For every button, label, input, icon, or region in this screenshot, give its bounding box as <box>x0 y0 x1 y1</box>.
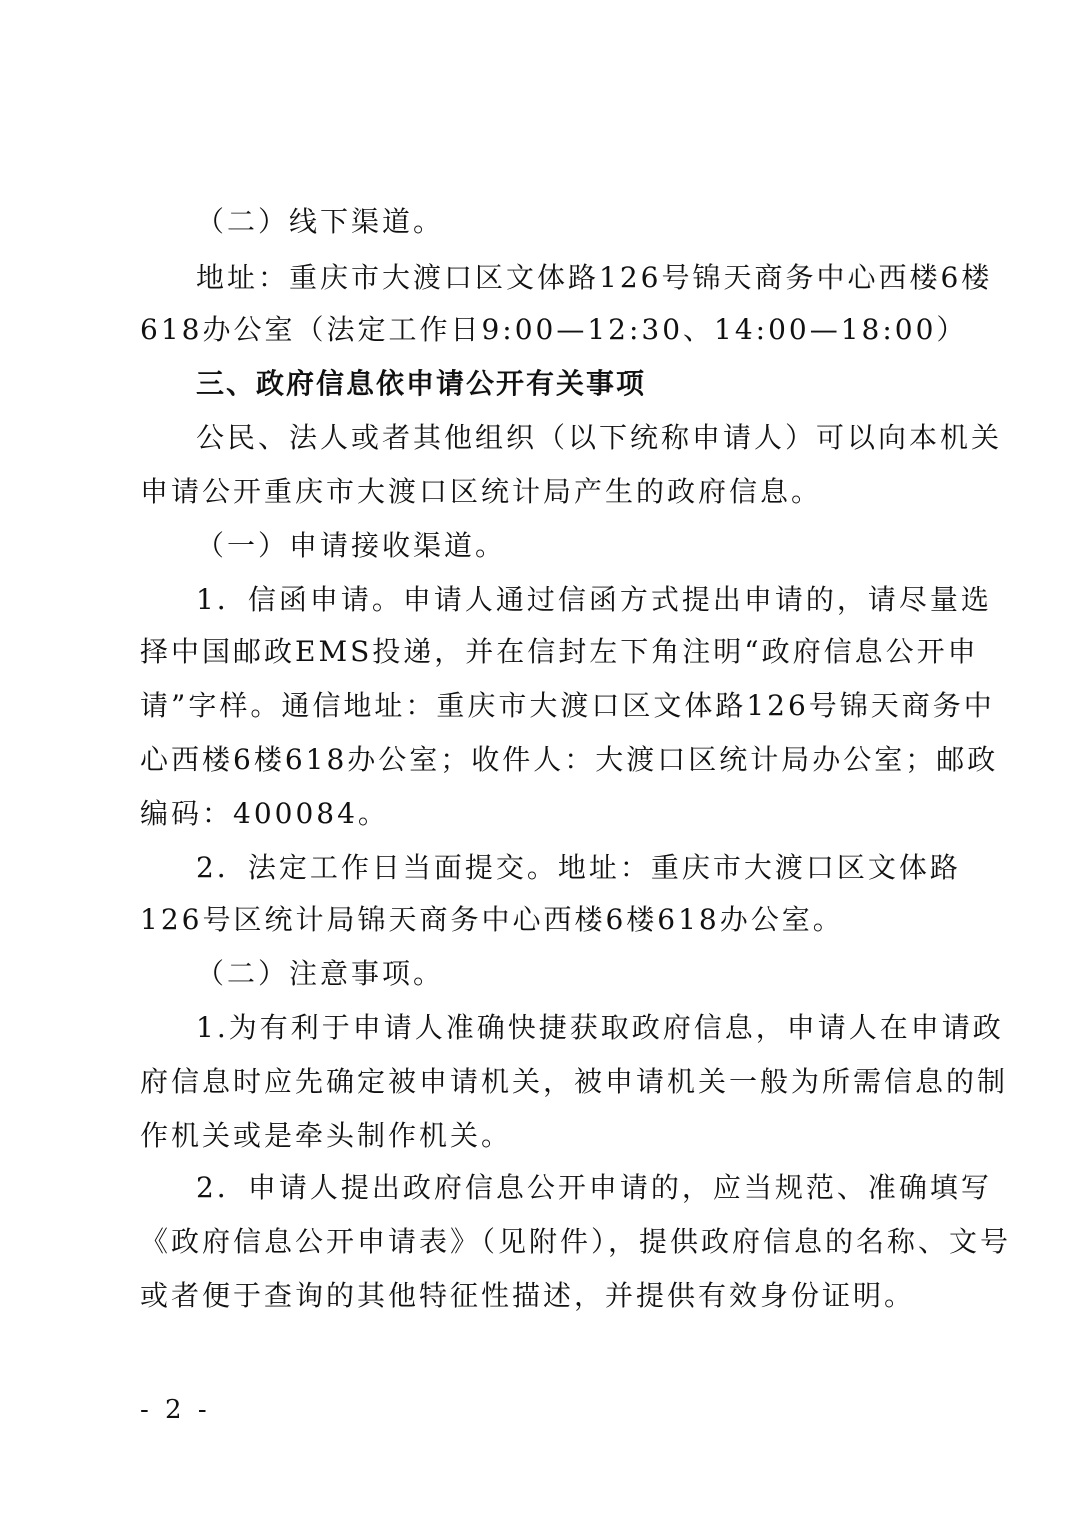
paragraph-line: 请”字样。通信地址：重庆市大渡口区文体路126号锦天商务中 <box>140 689 995 722</box>
subheading-offline-channel: （二）线下渠道。 <box>196 205 445 238</box>
paragraph-line: 作机关或是牵头制作机关。 <box>140 1119 513 1152</box>
section-heading: 三、政府信息依申请公开有关事项 <box>196 367 647 400</box>
page-number: - 2 - <box>140 1395 211 1425</box>
paragraph-line: 126号区统计局锦天商务中心西楼6楼618办公室。 <box>140 903 844 936</box>
paragraph-line: 申请公开重庆市大渡口区统计局产生的政府信息。 <box>140 475 823 508</box>
paragraph-line: 地址：重庆市大渡口区文体路126号锦天商务中心西楼6楼 <box>196 261 993 294</box>
paragraph-line: 编码：400084。 <box>140 797 389 830</box>
paragraph-line: 或者便于查询的其他特征性描述，并提供有效身份证明。 <box>140 1279 916 1312</box>
paragraph-line: 2．申请人提出政府信息公开申请的，应当规范、准确填写 <box>196 1171 992 1204</box>
paragraph-line: 府信息时应先确定被申请机关，被申请机关一般为所需信息的制 <box>140 1065 1009 1098</box>
subheading-receive-channel: （一）申请接收渠道。 <box>196 529 507 562</box>
paragraph-line: 1.为有利于申请人准确快捷获取政府信息，申请人在申请政 <box>196 1011 1004 1044</box>
paragraph-line: 2．法定工作日当面提交。地址：重庆市大渡口区文体路 <box>196 851 961 884</box>
paragraph-line: 618办公室（法定工作日9:00—12:30、14:00—18:00） <box>140 313 968 346</box>
paragraph-line: 公民、法人或者其他组织（以下统称申请人）可以向本机关 <box>196 421 1003 454</box>
subheading-notes: （二）注意事项。 <box>196 957 445 990</box>
paragraph-line: 1．信函申请。申请人通过信函方式提出申请的，请尽量选 <box>196 583 992 616</box>
paragraph-line: 《政府信息公开申请表》（见附件），提供政府信息的名称、文号 <box>140 1225 1012 1258</box>
paragraph-line: 心西楼6楼618办公室；收件人：大渡口区统计局办公室；邮政 <box>140 743 999 776</box>
paragraph-line: 择中国邮政EMS投递，并在信封左下角注明“政府信息公开申 <box>140 635 979 668</box>
